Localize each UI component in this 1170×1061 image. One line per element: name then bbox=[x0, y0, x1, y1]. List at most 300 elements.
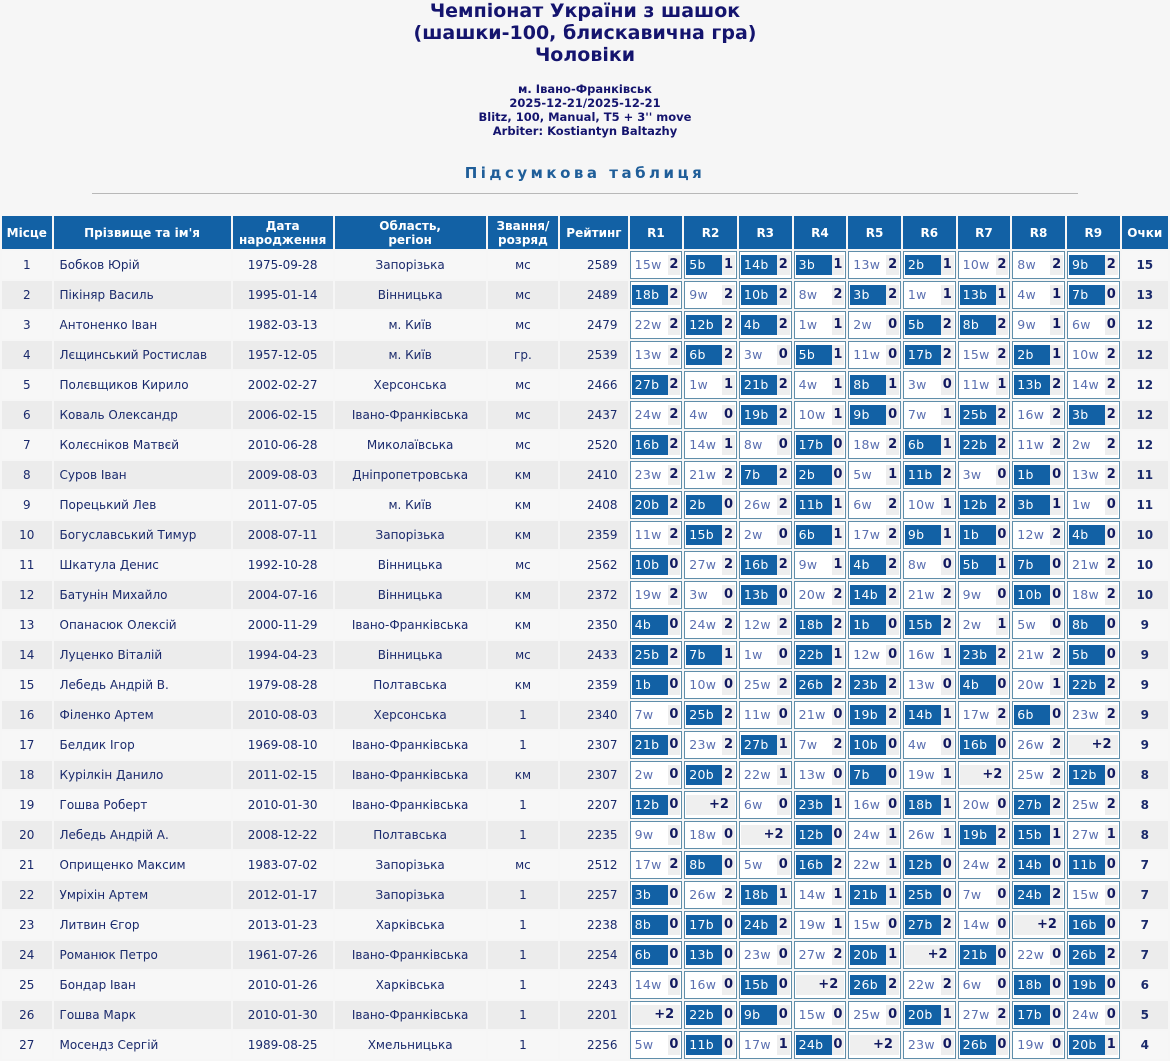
opponent-ref[interactable]: 13b bbox=[686, 945, 722, 965]
opponent-ref[interactable]: 11b bbox=[686, 1035, 722, 1055]
opponent-ref[interactable]: 8w bbox=[1017, 257, 1037, 272]
player-name[interactable]: Курілкін Данило bbox=[54, 761, 231, 789]
opponent-ref[interactable]: 22b bbox=[796, 645, 832, 665]
opponent-ref[interactable]: 21b bbox=[850, 885, 886, 905]
result-cell bbox=[960, 405, 1009, 425]
opponent-ref[interactable]: 7w bbox=[634, 707, 654, 722]
opponent-ref[interactable]: 22b bbox=[960, 435, 996, 455]
game-score: 1 bbox=[886, 465, 899, 485]
opponent-ref[interactable]: 12w bbox=[1017, 527, 1045, 542]
opponent-ref[interactable]: 14w bbox=[634, 977, 662, 992]
opponent-ref[interactable]: 17w bbox=[743, 1037, 771, 1052]
opponent-ref[interactable]: 4b bbox=[632, 615, 668, 635]
player-name[interactable]: Лебедь Андрій А. bbox=[54, 821, 231, 849]
opponent-ref[interactable]: 20b bbox=[1069, 1035, 1105, 1055]
opponent-ref[interactable]: 2b bbox=[905, 255, 941, 275]
opponent-ref[interactable]: 10b bbox=[1014, 585, 1050, 605]
opponent-ref[interactable]: 6w bbox=[962, 977, 982, 992]
opponent-ref[interactable]: 16b bbox=[741, 555, 777, 575]
opponent-ref[interactable]: 11w bbox=[743, 707, 771, 722]
opponent-ref[interactable]: 15w bbox=[962, 347, 990, 362]
opponent-ref[interactable]: 1b bbox=[850, 615, 886, 635]
opponent-ref[interactable]: 19b bbox=[741, 405, 777, 425]
player-name[interactable]: Белдик Ігор bbox=[54, 731, 231, 759]
result-cell bbox=[741, 1035, 790, 1055]
opponent-ref[interactable]: 8b bbox=[686, 855, 722, 875]
opponent-ref[interactable]: 15w bbox=[634, 257, 662, 272]
player-name[interactable]: Антоненко Іван bbox=[54, 311, 231, 339]
opponent-ref[interactable]: 19w bbox=[907, 767, 935, 782]
opponent-ref[interactable]: 5b bbox=[686, 255, 722, 275]
opponent-ref[interactable]: 17b bbox=[796, 435, 832, 455]
region: Івано-Франківська bbox=[335, 401, 486, 429]
opponent-ref[interactable]: 23w bbox=[1071, 707, 1099, 722]
opponent-ref[interactable]: 25w bbox=[1071, 797, 1099, 812]
opponent-ref[interactable]: 16w bbox=[853, 797, 881, 812]
player-name[interactable]: Богуславський Тимур bbox=[54, 521, 231, 549]
opponent-ref[interactable]: 20w bbox=[798, 587, 826, 602]
opponent-ref[interactable]: 20w bbox=[1017, 677, 1045, 692]
opponent-ref[interactable]: 14b bbox=[741, 255, 777, 275]
round-7-result bbox=[958, 701, 1011, 729]
opponent-ref[interactable]: 22w bbox=[907, 977, 935, 992]
opponent-ref[interactable]: 3w bbox=[689, 587, 709, 602]
opponent-ref[interactable]: 3w bbox=[962, 467, 982, 482]
opponent-ref[interactable]: 23w bbox=[907, 1037, 935, 1052]
opponent-ref[interactable]: 19b bbox=[1069, 975, 1105, 995]
player-name[interactable]: Лєщинський Ростислав bbox=[54, 341, 231, 369]
opponent-ref[interactable]: 14b bbox=[1014, 855, 1050, 875]
opponent-ref[interactable]: 5w bbox=[1017, 617, 1037, 632]
player-name[interactable]: Литвин Єгор bbox=[54, 911, 231, 939]
player-name[interactable]: Батунін Михайло bbox=[54, 581, 231, 609]
opponent-ref[interactable]: 16w bbox=[907, 647, 935, 662]
round-4-result bbox=[794, 911, 847, 939]
opponent-ref[interactable]: 7w bbox=[798, 737, 818, 752]
opponent-ref[interactable]: 4b bbox=[1069, 525, 1105, 545]
opponent-ref[interactable]: 10w bbox=[798, 407, 826, 422]
round-7-result bbox=[958, 641, 1011, 669]
opponent-ref[interactable]: 15b bbox=[905, 615, 941, 635]
opponent-ref[interactable]: 5w bbox=[743, 857, 763, 872]
opponent-ref[interactable]: 15b bbox=[741, 975, 777, 995]
opponent-ref[interactable]: 22b bbox=[686, 1005, 722, 1025]
result-cell bbox=[1014, 435, 1063, 455]
opponent-ref[interactable]: 18w bbox=[1071, 587, 1099, 602]
opponent-ref[interactable]: 11w bbox=[853, 347, 881, 362]
game-score: 1 bbox=[886, 945, 899, 965]
opponent-ref[interactable]: 7b bbox=[850, 765, 886, 785]
opponent-ref[interactable]: 7w bbox=[962, 887, 982, 902]
opponent-ref[interactable]: 16b bbox=[796, 855, 832, 875]
opponent-ref[interactable]: 1w bbox=[907, 287, 927, 302]
opponent-ref[interactable]: 27w bbox=[1071, 827, 1099, 842]
opponent-ref[interactable]: 5w bbox=[634, 1037, 654, 1052]
opponent-ref[interactable]: 6b bbox=[686, 345, 722, 365]
result-cell bbox=[1069, 855, 1118, 875]
opponent-ref[interactable]: 11w bbox=[1017, 437, 1045, 452]
game-score: 0 bbox=[832, 465, 845, 485]
opponent-ref[interactable]: 13w bbox=[1071, 467, 1099, 482]
opponent-ref[interactable]: 13w bbox=[798, 767, 826, 782]
opponent-ref[interactable]: 27b bbox=[632, 375, 668, 395]
opponent-ref[interactable]: 6w bbox=[743, 797, 763, 812]
opponent-ref[interactable]: 24w bbox=[1071, 1007, 1099, 1022]
opponent-ref[interactable]: 5b bbox=[960, 555, 996, 575]
opponent-ref[interactable]: 4b bbox=[741, 315, 777, 335]
opponent-ref[interactable]: 21b bbox=[741, 375, 777, 395]
opponent-ref[interactable]: 8w bbox=[743, 437, 763, 452]
opponent-ref[interactable]: 12b bbox=[632, 795, 668, 815]
player-name[interactable]: Опанасюк Олексій bbox=[54, 611, 231, 639]
opponent-ref[interactable]: 23b bbox=[960, 645, 996, 665]
opponent-ref[interactable]: 26w bbox=[907, 827, 935, 842]
opponent-ref[interactable]: 8w bbox=[907, 557, 927, 572]
opponent-ref[interactable]: 21w bbox=[907, 587, 935, 602]
opponent-ref[interactable]: 9b bbox=[741, 1005, 777, 1025]
game-score: 1 bbox=[1050, 825, 1063, 845]
birth-date: 2010-01-30 bbox=[233, 1001, 333, 1029]
opponent-ref[interactable]: 12w bbox=[743, 617, 771, 632]
opponent-ref[interactable]: 5b bbox=[796, 345, 832, 365]
rating: 2307 bbox=[560, 731, 627, 759]
opponent-ref[interactable]: 18b bbox=[796, 615, 832, 635]
opponent-ref[interactable]: 15w bbox=[798, 1007, 826, 1022]
game-score: 0 bbox=[722, 1035, 735, 1055]
result-cell bbox=[1014, 375, 1063, 395]
opponent-ref[interactable]: 2b bbox=[796, 465, 832, 485]
opponent-ref[interactable]: 21b bbox=[632, 735, 668, 755]
table-row bbox=[2, 881, 1168, 909]
opponent-ref[interactable]: 17b bbox=[686, 915, 722, 935]
opponent-ref[interactable]: 27b bbox=[1014, 795, 1050, 815]
opponent-ref[interactable]: 18w bbox=[689, 827, 717, 842]
opponent-ref[interactable]: 10w bbox=[689, 677, 717, 692]
opponent-ref[interactable]: 26b bbox=[1069, 945, 1105, 965]
opponent-ref[interactable]: 27w bbox=[689, 557, 717, 572]
player-name[interactable]: Мосендз Сергій bbox=[54, 1031, 231, 1059]
result-cell bbox=[632, 285, 681, 305]
opponent-ref[interactable]: 16b bbox=[1069, 915, 1105, 935]
opponent-ref[interactable]: 13w bbox=[634, 347, 662, 362]
col-place: Місце bbox=[2, 216, 52, 249]
opponent-ref[interactable]: 22w bbox=[743, 767, 771, 782]
opponent-ref[interactable]: 3b bbox=[632, 885, 668, 905]
game-score: 2 bbox=[1050, 735, 1063, 755]
opponent-ref[interactable]: 7b bbox=[1069, 285, 1105, 305]
opponent-ref[interactable]: 21w bbox=[1017, 647, 1045, 662]
opponent-ref[interactable]: 18b bbox=[741, 885, 777, 905]
opponent-ref[interactable]: 5b bbox=[1069, 645, 1105, 665]
rating: 2359 bbox=[560, 671, 627, 699]
opponent-ref[interactable]: 8b bbox=[850, 375, 886, 395]
player-name[interactable]: Колєсніков Матвєй bbox=[54, 431, 231, 459]
opponent-ref[interactable]: 19b bbox=[960, 825, 996, 845]
player-name[interactable]: Луценко Віталій bbox=[54, 641, 231, 669]
game-score: 1 bbox=[832, 495, 845, 515]
round-2-result bbox=[684, 341, 737, 369]
opponent-ref[interactable]: 24b bbox=[741, 915, 777, 935]
rating: 2489 bbox=[560, 281, 627, 309]
opponent-ref[interactable]: 1b bbox=[632, 675, 668, 695]
player-name[interactable]: Оприщенко Максим bbox=[54, 851, 231, 879]
player-name[interactable]: Гошва Марк bbox=[54, 1001, 231, 1029]
opponent-ref[interactable]: 24w bbox=[689, 617, 717, 632]
player-name[interactable]: Бондар Іван bbox=[54, 971, 231, 999]
opponent-ref[interactable]: 17w bbox=[853, 527, 881, 542]
opponent-ref[interactable]: 3w bbox=[743, 347, 763, 362]
opponent-ref[interactable]: 7b bbox=[686, 645, 722, 665]
opponent-ref[interactable]: 23w bbox=[689, 737, 717, 752]
game-score: 0 bbox=[1105, 645, 1118, 665]
opponent-ref[interactable]: 1w bbox=[1071, 497, 1091, 512]
opponent-ref[interactable]: 25w bbox=[1017, 767, 1045, 782]
opponent-ref[interactable]: 23w bbox=[634, 467, 662, 482]
opponent-ref[interactable]: 19w bbox=[1017, 1037, 1045, 1052]
opponent-ref[interactable]: 3w bbox=[907, 377, 927, 392]
opponent-ref[interactable]: 3b bbox=[796, 255, 832, 275]
opponent-ref[interactable]: 9w bbox=[634, 827, 654, 842]
table-row bbox=[2, 941, 1168, 969]
opponent-ref[interactable]: 24b bbox=[1014, 885, 1050, 905]
player-name[interactable]: Філенко Артем bbox=[54, 701, 231, 729]
opponent-ref[interactable]: 6b bbox=[1014, 705, 1050, 725]
opponent-ref[interactable]: 26w bbox=[1017, 737, 1045, 752]
opponent-ref[interactable]: 2w bbox=[743, 527, 763, 542]
opponent-ref[interactable]: 15w bbox=[853, 917, 881, 932]
game-score: 0 bbox=[777, 1005, 790, 1025]
opponent-ref[interactable]: 7b bbox=[1014, 555, 1050, 575]
opponent-ref[interactable]: 11b bbox=[905, 465, 941, 485]
game-score: 0 bbox=[1105, 885, 1118, 905]
round-3-result bbox=[739, 281, 792, 309]
round-7-result bbox=[958, 671, 1011, 699]
opponent-ref[interactable]: 16w bbox=[689, 977, 717, 992]
opponent-ref[interactable]: 9w bbox=[1017, 317, 1037, 332]
opponent-ref[interactable]: 12b bbox=[796, 825, 832, 845]
opponent-ref[interactable]: 13b bbox=[1014, 375, 1050, 395]
opponent-ref[interactable]: 10w bbox=[962, 257, 990, 272]
opponent-ref[interactable]: 16w bbox=[1017, 407, 1045, 422]
opponent-ref[interactable]: 2w bbox=[962, 617, 982, 632]
opponent-ref[interactable]: 1w bbox=[798, 317, 818, 332]
opponent-ref[interactable]: 21w bbox=[1071, 557, 1099, 572]
opponent-ref[interactable]: 5w bbox=[853, 467, 873, 482]
opponent-ref[interactable]: 26w bbox=[689, 887, 717, 902]
opponent-ref[interactable]: 13b bbox=[960, 285, 996, 305]
opponent-ref[interactable]: 25b bbox=[632, 645, 668, 665]
opponent-ref[interactable]: 11b bbox=[796, 495, 832, 515]
result-cell bbox=[1014, 735, 1063, 755]
result-cell bbox=[1069, 735, 1118, 755]
opponent-ref[interactable]: 9b bbox=[1069, 255, 1105, 275]
opponent-ref[interactable]: 18b bbox=[632, 285, 668, 305]
opponent-ref[interactable]: 11w bbox=[962, 377, 990, 392]
opponent-ref[interactable]: 6b bbox=[796, 525, 832, 545]
opponent-ref[interactable]: 18b bbox=[1014, 975, 1050, 995]
opponent-ref[interactable]: 26b bbox=[850, 975, 886, 995]
opponent-ref[interactable]: 19w bbox=[634, 587, 662, 602]
opponent-ref[interactable]: 17w bbox=[634, 857, 662, 872]
opponent-ref[interactable]: 4b bbox=[960, 675, 996, 695]
opponent-ref[interactable]: 14w bbox=[798, 887, 826, 902]
opponent-ref[interactable]: 11w bbox=[634, 527, 662, 542]
opponent-ref[interactable]: 11b bbox=[1069, 855, 1105, 875]
opponent-ref[interactable]: 22w bbox=[634, 317, 662, 332]
opponent-ref[interactable]: 22w bbox=[853, 857, 881, 872]
opponent-ref[interactable]: 3b bbox=[850, 285, 886, 305]
opponent-ref[interactable]: 16b bbox=[632, 435, 668, 455]
player-name[interactable]: Пікіняр Василь bbox=[54, 281, 231, 309]
opponent-ref[interactable]: 2w bbox=[634, 767, 654, 782]
opponent-ref[interactable]: 1w bbox=[689, 377, 709, 392]
opponent-ref[interactable]: 15b bbox=[686, 525, 722, 545]
opponent-ref[interactable]: 9w bbox=[962, 587, 982, 602]
opponent-ref[interactable]: 20b bbox=[850, 945, 886, 965]
opponent-ref[interactable]: 7w bbox=[907, 407, 927, 422]
player-name[interactable]: Бобков Юрій bbox=[54, 251, 231, 279]
opponent-ref[interactable]: 18w bbox=[853, 437, 881, 452]
opponent-ref[interactable]: 20w bbox=[962, 797, 990, 812]
opponent-ref[interactable]: 12b bbox=[686, 315, 722, 335]
opponent-ref[interactable]: 9b bbox=[850, 405, 886, 425]
game-score: 0 bbox=[668, 615, 681, 635]
opponent-ref[interactable]: 2b bbox=[686, 495, 722, 515]
opponent-ref[interactable]: 10b bbox=[741, 285, 777, 305]
opponent-ref[interactable]: 8b bbox=[960, 315, 996, 335]
rank-title: км bbox=[488, 461, 559, 489]
opponent-ref[interactable]: 6w bbox=[853, 497, 873, 512]
opponent-ref[interactable]: 22w bbox=[1017, 947, 1045, 962]
opponent-ref[interactable]: 20b bbox=[686, 765, 722, 785]
opponent-ref[interactable]: 25w bbox=[743, 677, 771, 692]
opponent-ref[interactable]: 26b bbox=[960, 1035, 996, 1055]
opponent-ref[interactable]: 6b bbox=[632, 945, 668, 965]
opponent-ref[interactable]: 14b bbox=[905, 705, 941, 725]
opponent-ref[interactable]: 2b bbox=[1014, 345, 1050, 365]
opponent-ref[interactable]: 4w bbox=[798, 377, 818, 392]
player-name[interactable]: Суров Іван bbox=[54, 461, 231, 489]
opponent-ref[interactable]: 9w bbox=[689, 287, 709, 302]
opponent-ref[interactable]: 8b bbox=[1069, 615, 1105, 635]
opponent-ref[interactable]: 10w bbox=[1071, 347, 1099, 362]
opponent-ref[interactable]: 10b bbox=[850, 735, 886, 755]
game-score: 2 bbox=[1050, 525, 1063, 545]
opponent-ref[interactable]: 14w bbox=[1071, 377, 1099, 392]
opponent-ref[interactable]: 2w bbox=[853, 317, 873, 332]
opponent-ref[interactable]: 22b bbox=[1069, 675, 1105, 695]
opponent-ref[interactable]: 19w bbox=[798, 917, 826, 932]
player-name[interactable]: Полєвщиков Кирило bbox=[54, 371, 231, 399]
opponent-ref[interactable]: 10b bbox=[632, 555, 668, 575]
opponent-ref[interactable]: 21b bbox=[960, 945, 996, 965]
opponent-ref[interactable]: 24b bbox=[796, 1035, 832, 1055]
opponent-ref[interactable]: 3b bbox=[1069, 405, 1105, 425]
opponent-ref[interactable]: 26b bbox=[796, 675, 832, 695]
player-name[interactable]: Шкатула Денис bbox=[54, 551, 231, 579]
opponent-ref[interactable]: 13w bbox=[853, 257, 881, 272]
opponent-ref[interactable]: 21w bbox=[798, 707, 826, 722]
opponent-ref[interactable]: 14b bbox=[850, 585, 886, 605]
opponent-ref[interactable]: 4w bbox=[1017, 287, 1037, 302]
opponent-ref[interactable]: 23w bbox=[743, 947, 771, 962]
opponent-ref[interactable]: 6b bbox=[905, 435, 941, 455]
opponent-ref[interactable]: 24w bbox=[962, 857, 990, 872]
opponent-ref[interactable]: 4w bbox=[689, 407, 709, 422]
opponent-ref[interactable]: 8b bbox=[632, 915, 668, 935]
opponent-ref[interactable]: 7b bbox=[741, 465, 777, 485]
opponent-ref[interactable]: 15b bbox=[1014, 825, 1050, 845]
player-name[interactable]: Умріхін Артем bbox=[54, 881, 231, 909]
opponent-ref[interactable]: 6w bbox=[1071, 317, 1091, 332]
opponent-ref[interactable]: 8w bbox=[798, 287, 818, 302]
opponent-ref[interactable]: 27w bbox=[962, 1007, 990, 1022]
opponent-ref[interactable]: 27b bbox=[905, 915, 941, 935]
opponent-ref[interactable]: 21w bbox=[689, 467, 717, 482]
opponent-ref[interactable]: 14w bbox=[962, 917, 990, 932]
result-cell bbox=[1014, 255, 1063, 275]
opponent-ref[interactable]: 9w bbox=[798, 557, 818, 572]
opponent-ref[interactable]: 25b bbox=[960, 405, 996, 425]
opponent-ref[interactable]: 4w bbox=[907, 737, 927, 752]
opponent-ref[interactable]: 1b bbox=[1014, 465, 1050, 485]
opponent-ref[interactable]: 27w bbox=[798, 947, 826, 962]
opponent-ref[interactable]: 13b bbox=[741, 585, 777, 605]
opponent-ref[interactable]: 12b bbox=[905, 855, 941, 875]
opponent-ref[interactable]: 27b bbox=[741, 735, 777, 755]
opponent-ref[interactable]: 18b bbox=[905, 795, 941, 815]
opponent-ref[interactable]: 12w bbox=[853, 647, 881, 662]
opponent-ref[interactable]: 17b bbox=[905, 345, 941, 365]
round-3-result bbox=[739, 821, 792, 849]
opponent-ref[interactable]: 12b bbox=[1069, 765, 1105, 785]
opponent-ref[interactable]: 23b bbox=[796, 795, 832, 815]
opponent-ref[interactable]: 17b bbox=[1014, 1005, 1050, 1025]
opponent-ref[interactable]: 25b bbox=[905, 885, 941, 905]
opponent-ref[interactable]: 9b bbox=[905, 525, 941, 545]
player-name[interactable]: Романюк Петро bbox=[54, 941, 231, 969]
opponent-ref[interactable]: 19b bbox=[850, 705, 886, 725]
opponent-ref[interactable]: 4b bbox=[850, 555, 886, 575]
opponent-ref[interactable]: 14w bbox=[689, 437, 717, 452]
opponent-ref[interactable]: 24w bbox=[853, 827, 881, 842]
opponent-ref[interactable]: 25w bbox=[853, 1007, 881, 1022]
opponent-ref[interactable]: 1b bbox=[960, 525, 996, 545]
rating: 2350 bbox=[560, 611, 627, 639]
opponent-ref[interactable]: 17w bbox=[962, 707, 990, 722]
opponent-ref[interactable]: 13w bbox=[907, 677, 935, 692]
player-name[interactable]: Лебедь Андрій В. bbox=[54, 671, 231, 699]
opponent-ref[interactable]: 5b bbox=[905, 315, 941, 335]
opponent-ref[interactable]: 2w bbox=[1071, 437, 1091, 452]
opponent-ref[interactable]: 10w bbox=[907, 497, 935, 512]
opponent-ref[interactable]: 24w bbox=[634, 407, 662, 422]
player-name[interactable]: Коваль Олександр bbox=[54, 401, 231, 429]
player-name[interactable]: Гошва Роберт bbox=[54, 791, 231, 819]
opponent-ref[interactable]: 20b bbox=[632, 495, 668, 515]
round-9-result bbox=[1067, 611, 1120, 639]
opponent-ref[interactable]: 16b bbox=[960, 735, 996, 755]
opponent-ref[interactable]: 3b bbox=[1014, 495, 1050, 515]
opponent-ref[interactable]: 23b bbox=[850, 675, 886, 695]
opponent-ref[interactable]: 1w bbox=[743, 647, 763, 662]
opponent-ref[interactable]: 20b bbox=[905, 1005, 941, 1025]
opponent-ref[interactable]: 15w bbox=[1071, 887, 1099, 902]
opponent-ref[interactable]: 12b bbox=[960, 495, 996, 515]
opponent-ref[interactable]: 25b bbox=[686, 705, 722, 725]
opponent-ref[interactable]: 26w bbox=[743, 497, 771, 512]
player-name[interactable]: Порецький Лев bbox=[54, 491, 231, 519]
